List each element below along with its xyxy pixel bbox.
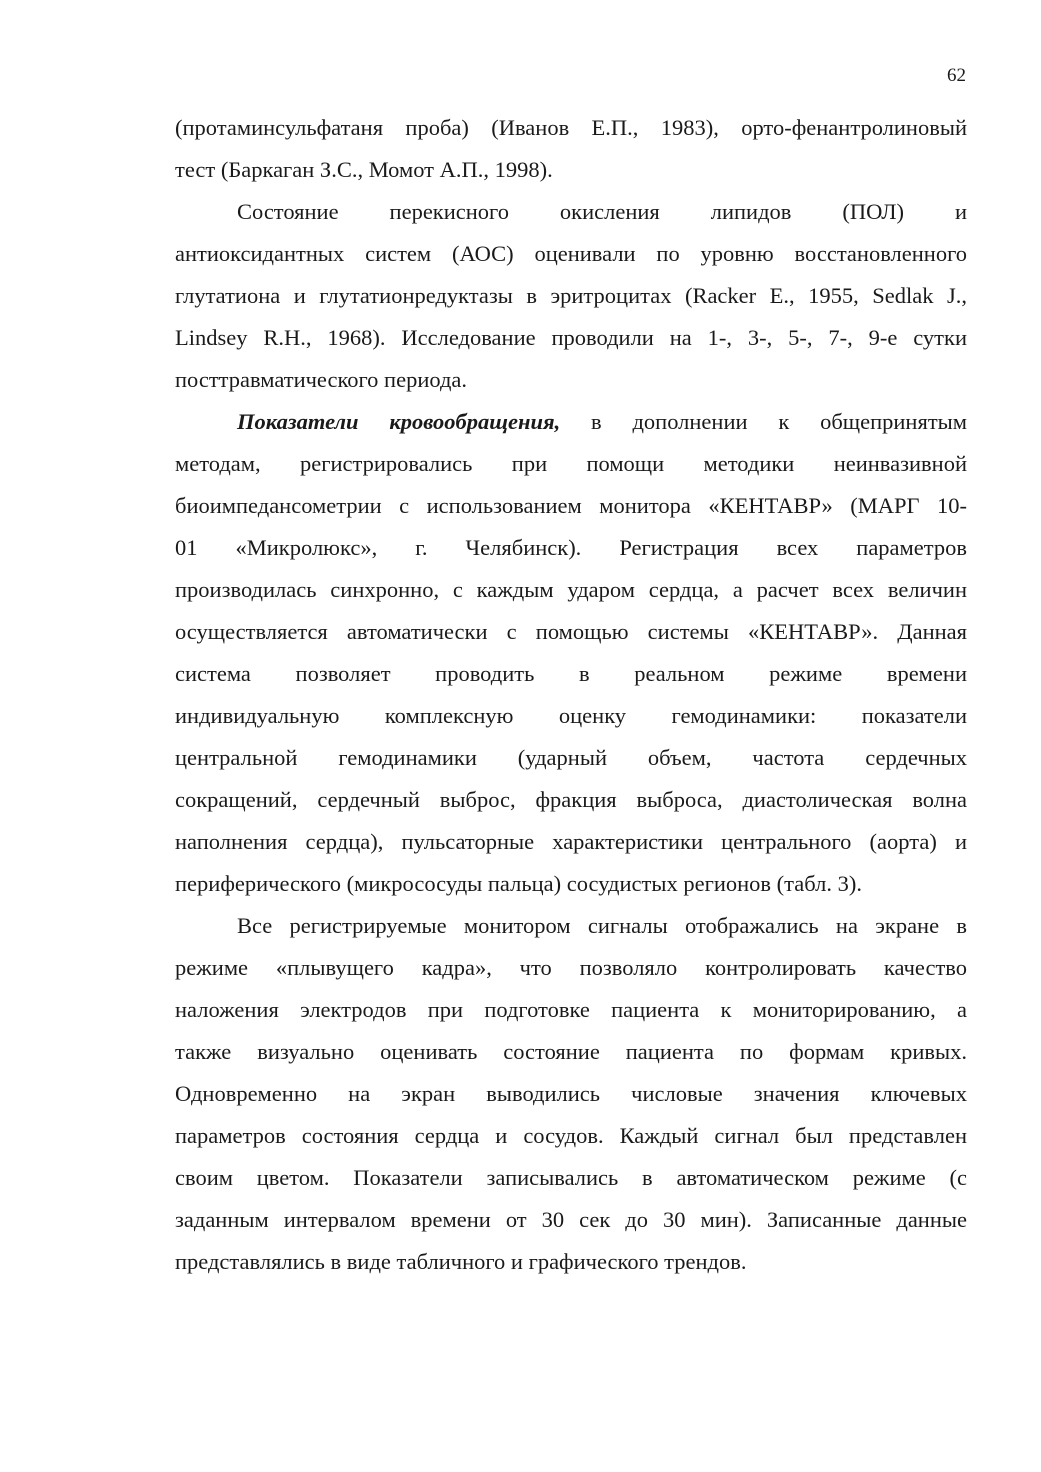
text-line: осуществляется автоматически с помощью системы «КЕНТАВР». Данная bbox=[175, 619, 967, 644]
text-line: наполнения сердца), пульсаторные характеристики центрального (аорта) и bbox=[175, 829, 967, 854]
text-line: биоимпедансометрии с использованием монитора «КЕНТАВР» (МАРГ 10- bbox=[175, 493, 967, 518]
body-text bbox=[175, 107, 967, 1283]
text-line: представлялись в виде табличного и графического трендов. bbox=[175, 1249, 747, 1274]
text-line: посттравматического периода. bbox=[175, 367, 468, 392]
text-line: центральной гемодинамики (ударный объем, частота сердечных bbox=[175, 745, 967, 770]
text-line: наложения электродов при подготовке пациента к мониторированию, а bbox=[175, 997, 967, 1022]
paragraph-2 bbox=[175, 191, 967, 401]
paragraph-1 bbox=[175, 107, 967, 191]
text-line: 01 «Микролюкс», г. Челябинск). Регистрация всех параметров bbox=[175, 535, 967, 560]
text-line: тест (Баркаган З.С., Момот А.П., 1998). bbox=[175, 157, 553, 182]
text-line: периферического (микрососуды пальца) сосудистых регионов (табл. 3). bbox=[175, 871, 862, 896]
text-line: заданным интервалом времени от 30 сек до 30 мин). Записанные данные bbox=[175, 1207, 967, 1232]
text-line: методам, регистрировались при помощи методики неинвазивной bbox=[175, 451, 967, 476]
text-line: сокращений, сердечный выброс, фракция выброса, диастолическая волна bbox=[175, 787, 967, 812]
text-line: режиме «плывущего кадра», что позволяло контролировать качество bbox=[175, 955, 967, 980]
text-line: параметров состояния сердца и сосудов. Каждый сигнал был представлен bbox=[175, 1123, 967, 1148]
text-line: Одновременно на экран выводились числовые значения ключевых bbox=[175, 1081, 967, 1106]
section-heading-inline: Показатели кровообращения, bbox=[237, 409, 561, 434]
page-number: 62 bbox=[947, 65, 966, 86]
text-line: Состояние перекисного окисления липидов (ПОЛ) и bbox=[237, 199, 967, 224]
paragraph-4 bbox=[175, 905, 967, 1283]
text-line: (протаминсульфатаня проба) (Иванов Е.П., 1983), орто-фенантролиновый bbox=[175, 115, 967, 140]
lead-rest: в дополнении к общепринятым bbox=[560, 409, 968, 434]
text-line: своим цветом. Показатели записывались в автоматическом режиме (с bbox=[175, 1165, 967, 1190]
text-line: производилась синхронно, с каждым ударом сердца, а расчет всех величин bbox=[175, 577, 967, 602]
text-line: индивидуальную комплексную оценку гемодинамики: показатели bbox=[175, 703, 967, 728]
text-line: также визуально оценивать состояние пациента по формам кривых. bbox=[175, 1039, 967, 1064]
text-line-lead bbox=[175, 401, 967, 443]
text-line: система позволяет проводить в реальном режиме времени bbox=[175, 661, 967, 686]
text-line: антиоксидантных систем (АОС) оценивали по уровню восстановленного bbox=[175, 241, 967, 266]
text-line: Lindsey R.H., 1968). Исследование проводили на 1-, 3-, 5-, 7-, 9-е сутки bbox=[175, 325, 967, 350]
text-line: Все регистрируемые монитором сигналы отображались на экране в bbox=[237, 913, 967, 938]
paragraph-3 bbox=[175, 401, 967, 905]
text-line: глутатиона и глутатионредуктазы в эритроцитах (Racker E., 1955, Sedlak J., bbox=[175, 283, 967, 308]
